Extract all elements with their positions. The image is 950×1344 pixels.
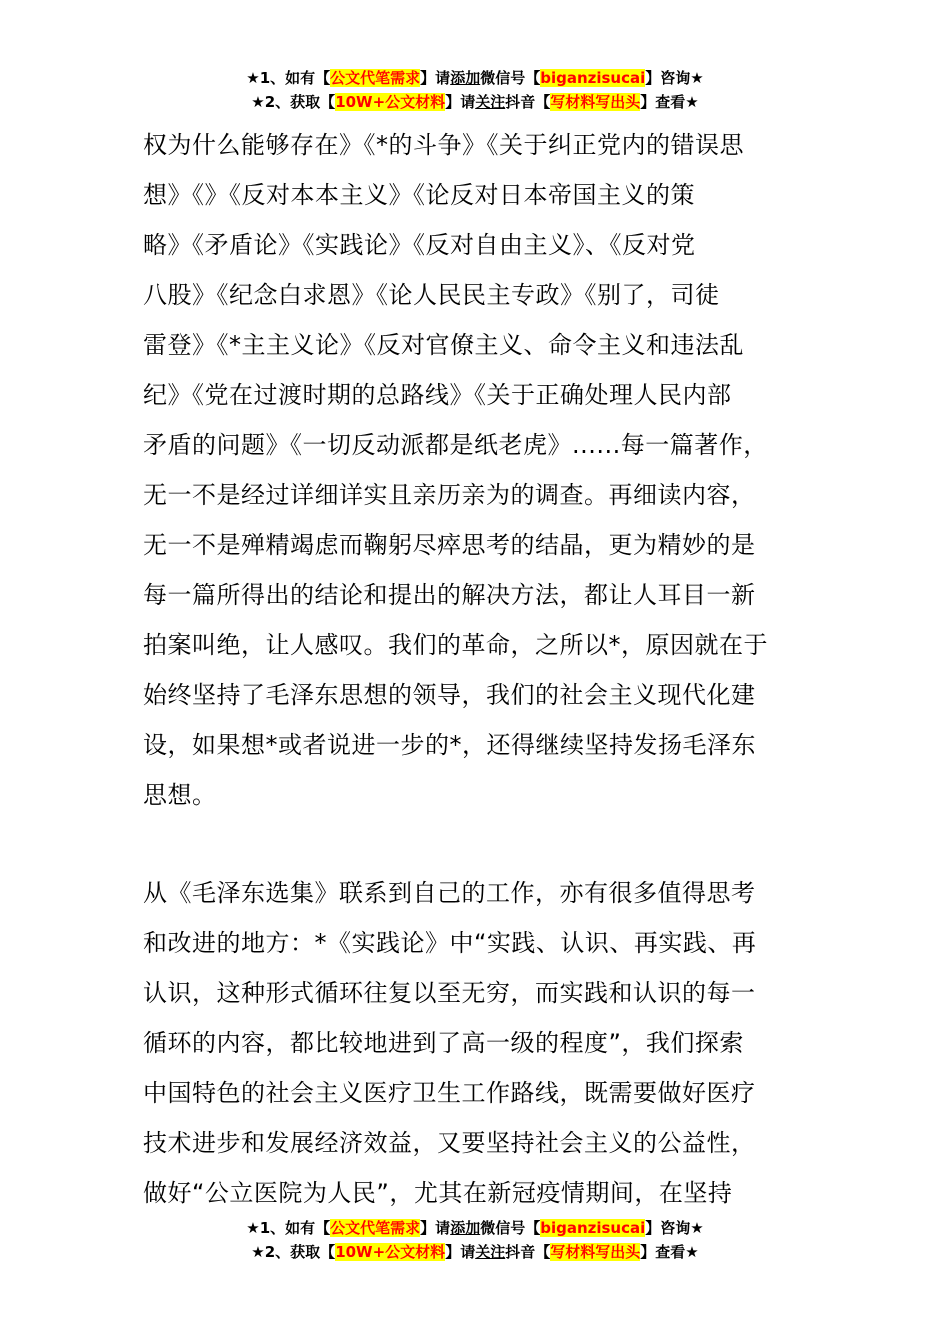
banner-underlined: 关注 xyxy=(475,93,506,111)
text-line: 纪》《党在过渡时期的总路线》《关于正确处理人民内部 xyxy=(143,381,732,409)
banner-text: 】请 xyxy=(445,1243,476,1261)
banner-highlight: 10W+公文材料 xyxy=(335,93,446,111)
text-line: 思想。 xyxy=(143,781,217,809)
banner-text: 抖音【 xyxy=(505,93,551,111)
banner-text: 】请 xyxy=(445,93,476,111)
banner-highlight: 写材料写出头 xyxy=(550,93,641,111)
banner-underlined: 添加 xyxy=(450,1219,481,1237)
paragraph-1 xyxy=(143,120,811,820)
paragraph-gap xyxy=(143,820,811,868)
text-line: 矛盾的问题》《一切反动派都是纸老虎》......每一篇著作， xyxy=(143,431,768,459)
banner-highlight: 公文代笔需求 xyxy=(330,69,421,87)
text-line: 八股》《纪念白求恩》《论人民民主专政》《别了，司徒 xyxy=(143,281,720,309)
banner-text: 】查看★ xyxy=(640,93,699,111)
banner-text: ★1、如有【 xyxy=(246,69,331,87)
text-line: 权为什么能够存在》《*的斗争》《关于纠正党内的错误思 xyxy=(143,131,744,159)
text-line: 雷登》《*主主义论》《反对官僚主义、命令主义和违法乱 xyxy=(143,331,744,359)
banner-highlight: biganzisucai xyxy=(540,69,646,87)
text-line: 做好“公立医院为人民”，尤其在新冠疫情期间，在坚持 xyxy=(143,1179,733,1207)
banner-underlined: 关注 xyxy=(475,1243,506,1261)
banner-text: 】咨询★ xyxy=(645,69,704,87)
banner-text: 】请 xyxy=(420,1219,451,1237)
header-banner xyxy=(0,66,950,114)
banner-text: 】查看★ xyxy=(640,1243,699,1261)
banner-text: 抖音【 xyxy=(505,1243,551,1261)
banner-text: 微信号【 xyxy=(480,1219,541,1237)
banner-line-1 xyxy=(0,1216,950,1240)
banner-text: ★1、如有【 xyxy=(246,1219,331,1237)
banner-text: ★2、获取【 xyxy=(251,1243,336,1261)
banner-line-1 xyxy=(0,66,950,90)
banner-text: 】请 xyxy=(420,69,451,87)
text-line: 无一不是经过详细详实且亲历亲为的调查。再细读内容， xyxy=(143,481,756,509)
banner-text: 微信号【 xyxy=(480,69,541,87)
text-line: 无一不是殚精竭虑而鞠躬尽瘁思考的结晶，更为精妙的是 xyxy=(143,531,756,559)
text-line: 始终坚持了毛泽东思想的领导，我们的社会主义现代化建 xyxy=(143,681,756,709)
banner-highlight: 写材料写出头 xyxy=(550,1243,641,1261)
banner-highlight: 10W+公文材料 xyxy=(335,1243,446,1261)
paragraph-2 xyxy=(143,868,811,1218)
text-line: 设，如果想*或者说进一步的*，还得继续坚持发扬毛泽东 xyxy=(143,731,756,759)
banner-line-2 xyxy=(0,1240,950,1264)
document-body xyxy=(143,120,811,1218)
text-line: 认识，这种形式循环往复以至无穷，而实践和认识的每一 xyxy=(143,979,756,1007)
text-line: 想》《》《反对本本主义》《论反对日本帝国主义的策 xyxy=(143,181,695,209)
banner-highlight: 公文代笔需求 xyxy=(330,1219,421,1237)
text-line: 从《毛泽东选集》联系到自己的工作，亦有很多值得思考 xyxy=(143,879,756,907)
text-line: 略》《矛盾论》《实践论》《反对自由主义》、《反对党 xyxy=(143,231,696,259)
text-line: 技术进步和发展经济效益，又要坚持社会主义的公益性， xyxy=(143,1129,756,1157)
text-line: 中国特色的社会主义医疗卫生工作路线，既需要做好医疗 xyxy=(143,1079,756,1107)
text-line: 和改进的地方：*《实践论》中“实践、认识、再实践、再 xyxy=(143,929,757,957)
banner-line-2 xyxy=(0,90,950,114)
banner-text: ★2、获取【 xyxy=(251,93,336,111)
text-line: 每一篇所得出的结论和提出的解决方法，都让人耳目一新 xyxy=(143,581,756,609)
text-line: 拍案叫绝，让人感叹。我们的革命，之所以*，原因就在于 xyxy=(143,631,768,659)
text-line: 循环的内容，都比较地进到了高一级的程度”，我们探索 xyxy=(143,1029,744,1057)
banner-highlight: biganzisucai xyxy=(540,1219,646,1237)
footer-banner xyxy=(0,1216,950,1264)
banner-text: 】咨询★ xyxy=(645,1219,704,1237)
banner-underlined: 添加 xyxy=(450,69,481,87)
